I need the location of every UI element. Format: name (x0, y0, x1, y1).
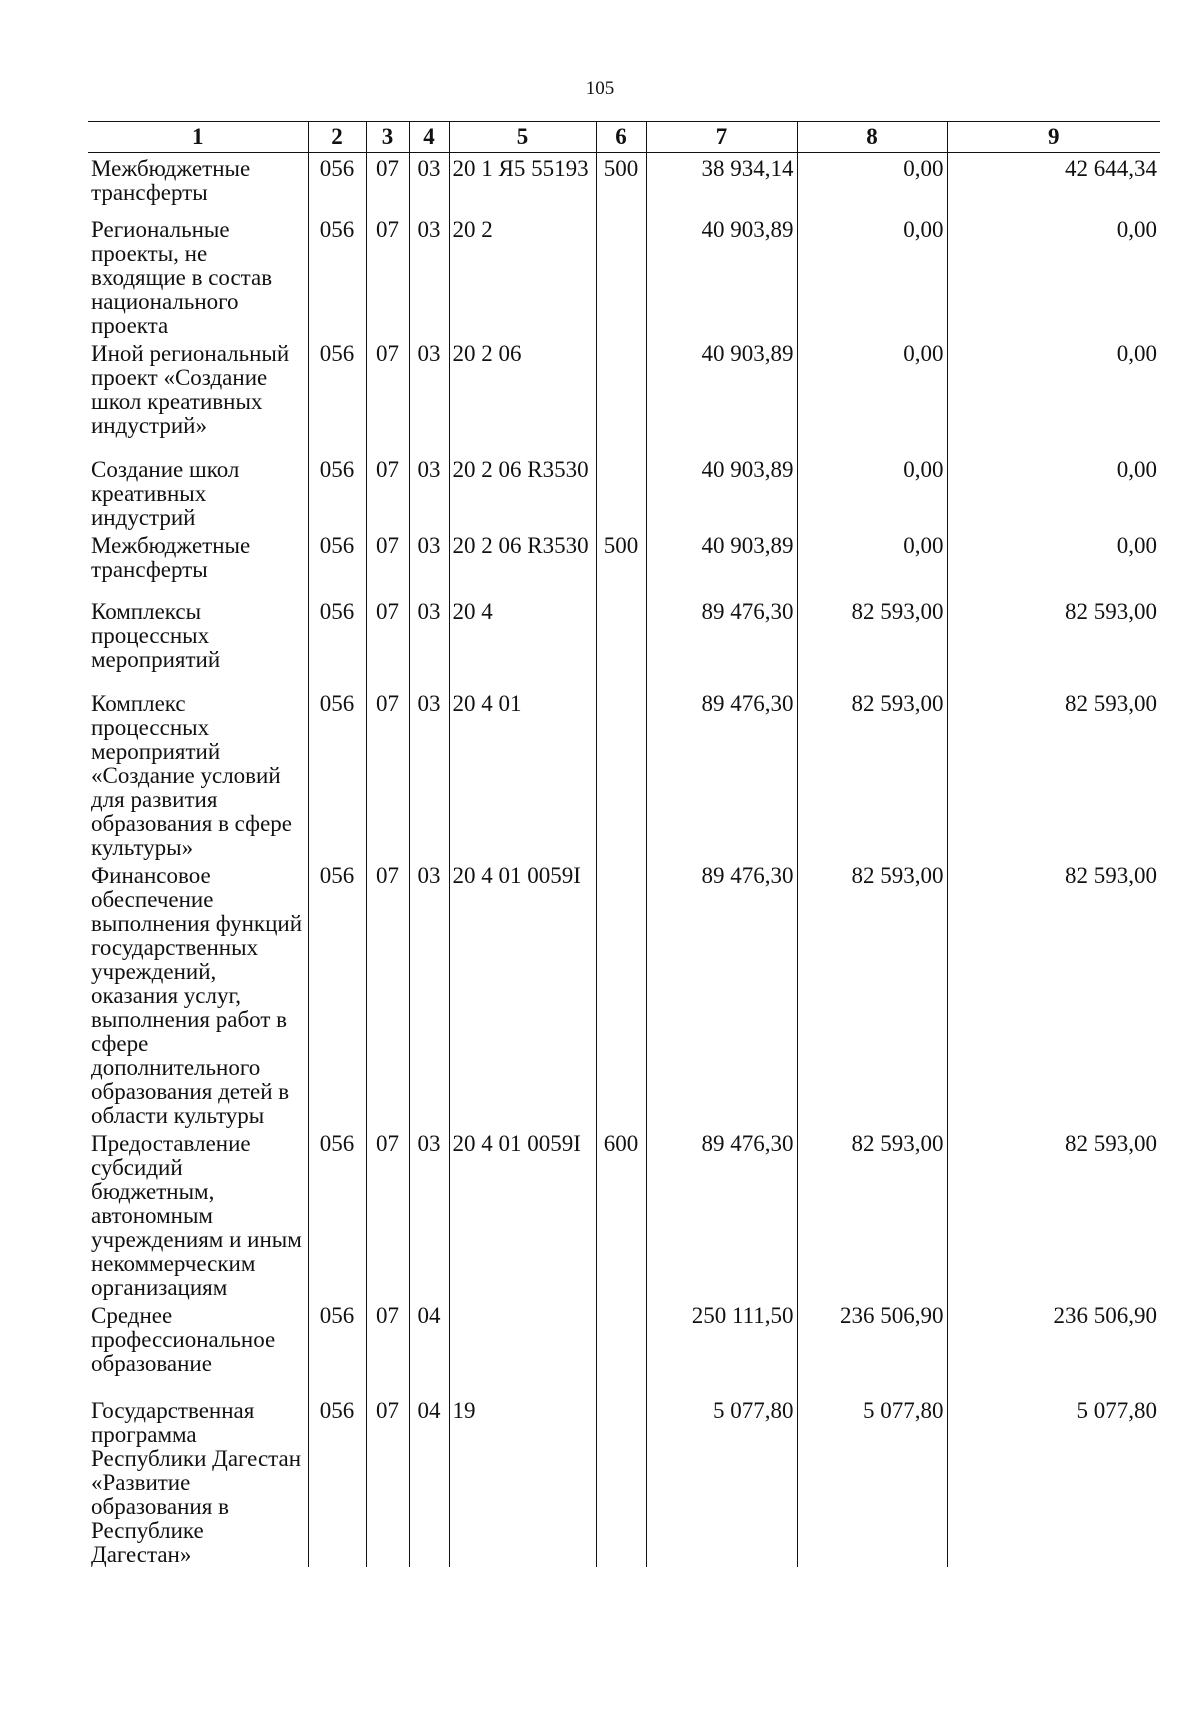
cell-amount: 40 903,89 (646, 338, 797, 454)
cell-section: 07 (366, 153, 409, 214)
cell-expense-type (596, 596, 646, 688)
cell-amount: 89 476,30 (646, 860, 797, 1128)
cell-amount: 0,00 (947, 338, 1160, 454)
cell-expense-type (596, 1300, 646, 1395)
row-name: Предоставление субсидий бюджетным, автономным учреждениям и иным некоммерческим организациям (91, 1130, 302, 1300)
cell-target-code: 20 4 01 0059I (449, 1128, 596, 1300)
cell-amount: 42 644,34 (947, 153, 1160, 214)
cell-ministry: 056 (308, 153, 366, 214)
cell-section: 07 (366, 1300, 409, 1395)
cell-amount: 0,00 (797, 530, 947, 596)
cell-target-code: 20 4 01 0059I (449, 860, 596, 1128)
cell-amount: 82 593,00 (797, 860, 947, 1128)
cell-target-code: 20 4 01 (449, 688, 596, 860)
cell-subsection: 03 (409, 214, 449, 338)
cell-amount: 82 593,00 (947, 1128, 1160, 1300)
cell-subsection: 04 (409, 1300, 449, 1395)
cell-amount: 82 593,00 (797, 688, 947, 860)
cell-amount: 38 934,14 (646, 153, 797, 214)
table-row (88, 1300, 1160, 1395)
cell-amount: 89 476,30 (646, 596, 797, 688)
cell-amount: 89 476,30 (646, 688, 797, 860)
cell-ministry: 056 (308, 688, 366, 860)
cell-amount: 5 077,80 (947, 1395, 1160, 1567)
cell-amount: 40 903,89 (646, 214, 797, 338)
cell-ministry: 056 (308, 454, 366, 530)
column-header: 9 (947, 122, 1160, 153)
cell-subsection: 03 (409, 1128, 449, 1300)
cell-subsection: 03 (409, 596, 449, 688)
cell-amount: 5 077,80 (646, 1395, 797, 1567)
table-row (88, 596, 1160, 688)
cell-subsection: 03 (409, 153, 449, 214)
cell-target-code: 20 2 06 (449, 338, 596, 454)
row-name: Комплексы процессных мероприятий (91, 598, 221, 672)
row-name: Межбюджетные трансферты (91, 156, 251, 205)
column-header: 1 (88, 122, 308, 153)
cell-target-code: 20 4 (449, 596, 596, 688)
cell-target-code: 20 2 06 R3530 (449, 530, 596, 596)
column-header: 5 (449, 122, 596, 153)
cell-ministry: 056 (308, 596, 366, 688)
table-row (88, 214, 1160, 338)
table-row (88, 153, 1160, 214)
cell-amount: 82 593,00 (797, 1128, 947, 1300)
table-row (88, 1395, 1160, 1567)
cell-subsection: 03 (409, 454, 449, 530)
cell-subsection: 03 (409, 860, 449, 1128)
cell-amount: 5 077,80 (797, 1395, 947, 1567)
cell-amount: 0,00 (947, 530, 1160, 596)
cell-expense-type (596, 338, 646, 454)
cell-subsection: 04 (409, 1395, 449, 1567)
column-header: 8 (797, 122, 947, 153)
cell-amount: 236 506,90 (947, 1300, 1160, 1395)
cell-amount: 0,00 (947, 454, 1160, 530)
page-number: 105 (585, 78, 615, 99)
cell-amount: 250 111,50 (646, 1300, 797, 1395)
cell-subsection: 03 (409, 338, 449, 454)
table-row (88, 1128, 1160, 1300)
cell-ministry: 056 (308, 214, 366, 338)
cell-ministry: 056 (308, 1300, 366, 1395)
cell-ministry: 056 (308, 338, 366, 454)
table-row (88, 530, 1160, 596)
cell-section: 07 (366, 1395, 409, 1567)
cell-expense-type: 500 (596, 153, 646, 214)
column-header: 2 (308, 122, 366, 153)
cell-expense-type (596, 214, 646, 338)
cell-expense-type: 500 (596, 530, 646, 596)
row-name: Государственная программа Республики Дагестан «Развитие образования в Республике Дагестан» (91, 1397, 301, 1567)
cell-section: 07 (366, 454, 409, 530)
cell-amount: 82 593,00 (947, 688, 1160, 860)
row-name: Комплекс процессных мероприятий «Создание условий для развития образования в сфере культуры» (91, 690, 292, 860)
cell-amount: 0,00 (797, 214, 947, 338)
cell-amount: 0,00 (797, 153, 947, 214)
cell-ministry: 056 (308, 860, 366, 1128)
row-name: Иной региональный проект «Создание школ креативных индустрий» (91, 340, 290, 438)
cell-target-code (449, 1300, 596, 1395)
cell-amount: 40 903,89 (646, 454, 797, 530)
cell-expense-type (596, 1395, 646, 1567)
cell-section: 07 (366, 530, 409, 596)
cell-amount: 40 903,89 (646, 530, 797, 596)
cell-amount: 82 593,00 (797, 596, 947, 688)
column-header: 7 (646, 122, 797, 153)
cell-amount: 89 476,30 (646, 1128, 797, 1300)
cell-amount: 82 593,00 (947, 596, 1160, 688)
cell-amount: 236 506,90 (797, 1300, 947, 1395)
cell-expense-type (596, 688, 646, 860)
cell-section: 07 (366, 214, 409, 338)
row-name: Финансовое обеспечение выполнения функций государственных учреждений, оказания услуг, выполнения работ в сфере дополнительного образования детей в области культуры (91, 862, 302, 1128)
row-name: Межбюджетные трансферты (91, 532, 251, 582)
cell-section: 07 (366, 860, 409, 1128)
row-name: Региональные проекты, не входящие в состав национального проекта (91, 216, 273, 338)
cell-ministry: 056 (308, 1395, 366, 1567)
budget-table-container (88, 121, 1160, 1567)
cell-expense-type (596, 454, 646, 530)
cell-subsection: 03 (409, 688, 449, 860)
cell-target-code: 19 (449, 1395, 596, 1567)
cell-ministry: 056 (308, 530, 366, 596)
header-row (88, 122, 1160, 153)
budget-table (88, 121, 1160, 1567)
cell-amount: 0,00 (947, 214, 1160, 338)
column-header: 6 (596, 122, 646, 153)
cell-ministry: 056 (308, 1128, 366, 1300)
table-row (88, 688, 1160, 860)
cell-target-code: 20 2 06 R3530 (449, 454, 596, 530)
cell-expense-type (596, 860, 646, 1128)
cell-amount: 0,00 (797, 454, 947, 530)
cell-subsection: 03 (409, 530, 449, 596)
cell-section: 07 (366, 338, 409, 454)
cell-section: 07 (366, 1128, 409, 1300)
column-header: 3 (366, 122, 409, 153)
table-row (88, 338, 1160, 454)
cell-target-code: 20 2 (449, 214, 596, 338)
cell-target-code: 20 1 Я5 55193 (449, 153, 596, 214)
table-row (88, 454, 1160, 530)
table-row (88, 860, 1160, 1128)
cell-section: 07 (366, 596, 409, 688)
row-name: Создание школ креативных индустрий (91, 456, 240, 530)
column-header: 4 (409, 122, 449, 153)
cell-amount: 82 593,00 (947, 860, 1160, 1128)
cell-section: 07 (366, 688, 409, 860)
row-name: Среднее профессиональное образование (91, 1302, 276, 1376)
cell-amount: 0,00 (797, 338, 947, 454)
cell-expense-type: 600 (596, 1128, 646, 1300)
